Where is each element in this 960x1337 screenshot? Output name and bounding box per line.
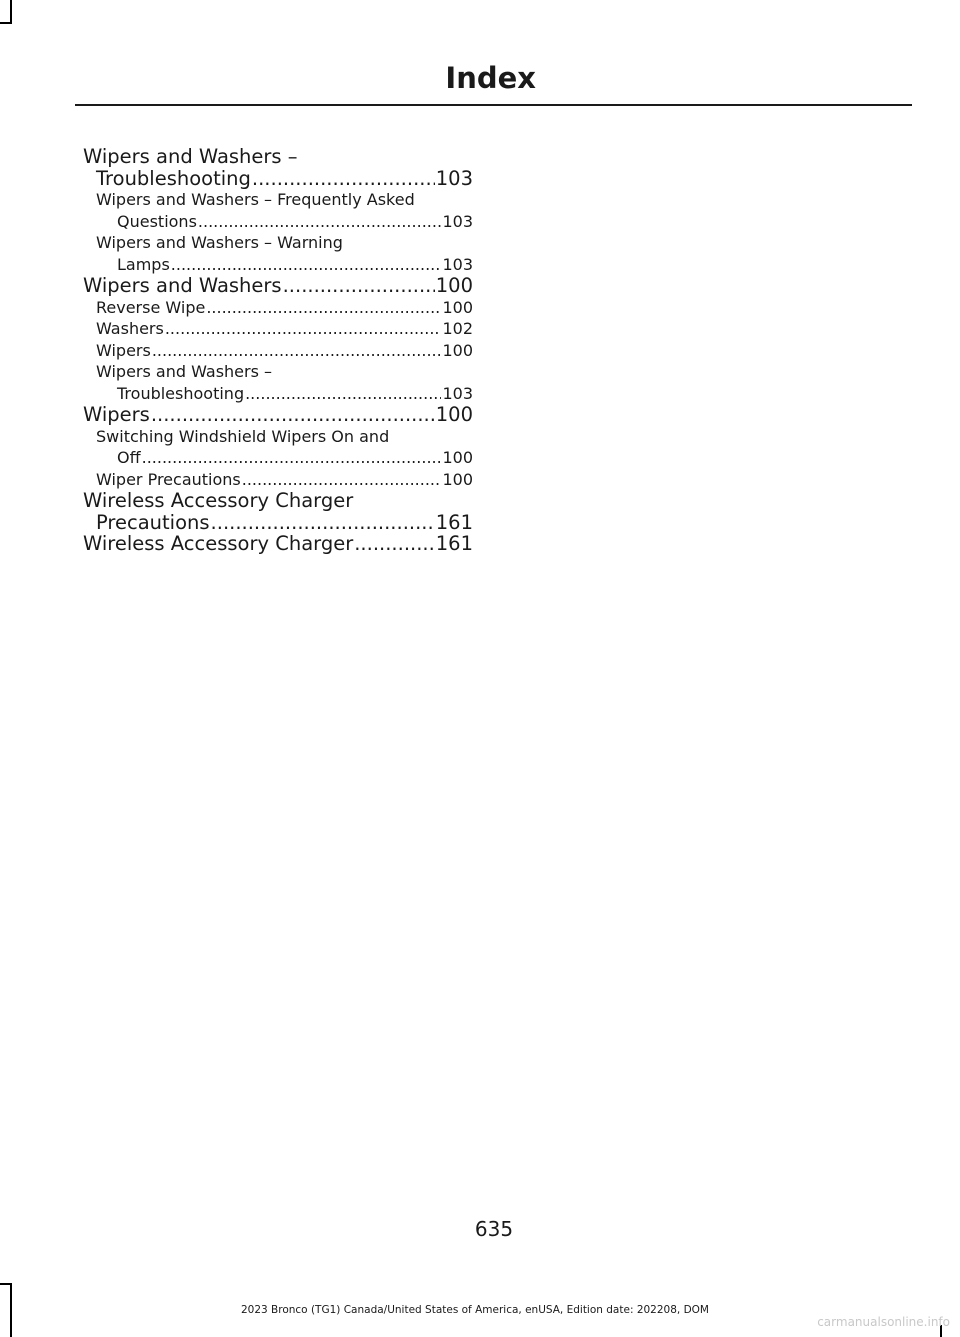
dot-leader xyxy=(354,533,435,555)
entry-page-number: 103 xyxy=(442,211,473,231)
entry-label: Troubleshooting xyxy=(96,166,251,190)
crop-mark-top-left-v xyxy=(10,0,12,24)
entry-page-number: 100 xyxy=(442,469,473,489)
index-entry[interactable] xyxy=(83,275,473,297)
dot-leader xyxy=(245,383,441,405)
index-column xyxy=(83,146,473,555)
dot-leader xyxy=(152,340,442,362)
index-entry[interactable] xyxy=(83,490,473,533)
entry-page-number: 100 xyxy=(442,448,473,467)
entry-page-number: 100 xyxy=(442,340,473,360)
entry-label: Wipers xyxy=(83,403,150,426)
index-subentry[interactable] xyxy=(83,361,473,404)
entry-label: Troubleshooting xyxy=(117,383,245,403)
index-subentry[interactable] xyxy=(83,318,473,340)
entry-label: Washers xyxy=(96,319,164,338)
entry-heading-line: Switching Windshield Wipers On and xyxy=(96,426,390,446)
edition-footer: 2023 Bronco (TG1) Canada/United States of America, enUSA, Edition date: 202208, DOM xyxy=(240,1304,709,1316)
dot-leader xyxy=(171,254,442,276)
entry-heading-line: Wipers and Washers – xyxy=(83,145,298,168)
index-entry[interactable] xyxy=(83,533,473,555)
index-subentry[interactable] xyxy=(83,426,473,469)
dot-leader xyxy=(198,211,442,233)
dot-leader xyxy=(165,318,442,340)
index-subentry[interactable] xyxy=(83,340,473,362)
index-subentry[interactable] xyxy=(83,469,473,491)
entry-label: Precautions xyxy=(96,510,210,534)
entry-label: Questions xyxy=(117,211,197,231)
entry-label: Lamps xyxy=(117,254,170,274)
entry-label: Wireless Accessory Charger xyxy=(83,532,354,555)
entry-heading-line: Wipers and Washers – Warning xyxy=(96,233,343,252)
entry-page-number: 100 xyxy=(435,403,473,426)
crop-mark-top-left-h xyxy=(0,22,12,24)
entry-page-number: 100 xyxy=(435,274,473,297)
dot-leader xyxy=(206,297,441,319)
index-subentry[interactable] xyxy=(83,189,473,232)
page-number: 635 xyxy=(474,1217,514,1241)
entry-label: Wiper Precautions xyxy=(96,469,241,489)
entry-page-number: 102 xyxy=(442,319,473,338)
entry-heading-line: Wipers and Washers – xyxy=(96,362,273,381)
entry-page-number: 103 xyxy=(435,166,473,190)
entry-label: Wipers and Washers xyxy=(83,274,282,297)
page-title: Index xyxy=(445,61,536,95)
entry-heading-line: Wireless Accessory Charger xyxy=(83,489,354,512)
header-divider xyxy=(75,104,912,106)
entry-page-number: 100 xyxy=(442,297,473,317)
index-entry[interactable] xyxy=(83,146,473,189)
entry-label: Off xyxy=(117,448,141,467)
index-subentry[interactable] xyxy=(83,232,473,275)
entry-heading-line: Wipers and Washers – Frequently Asked xyxy=(96,190,415,209)
watermark: carmanualsonline.info xyxy=(817,1315,950,1329)
dot-leader xyxy=(151,404,435,426)
entry-label: Wipers xyxy=(96,340,151,360)
dot-leader xyxy=(283,275,435,297)
index-entry[interactable] xyxy=(83,404,473,426)
entry-page-number: 161 xyxy=(435,532,473,555)
dot-leader xyxy=(252,168,435,190)
entry-page-number: 103 xyxy=(442,254,473,274)
entry-page-number: 103 xyxy=(442,383,473,403)
crop-mark-bottom-left-h xyxy=(0,1283,12,1285)
entry-page-number: 161 xyxy=(435,510,473,534)
entry-label: Reverse Wipe xyxy=(96,297,206,317)
dot-leader xyxy=(242,469,442,491)
dot-leader xyxy=(211,512,435,534)
index-subentry[interactable] xyxy=(83,297,473,319)
dot-leader xyxy=(142,447,442,469)
